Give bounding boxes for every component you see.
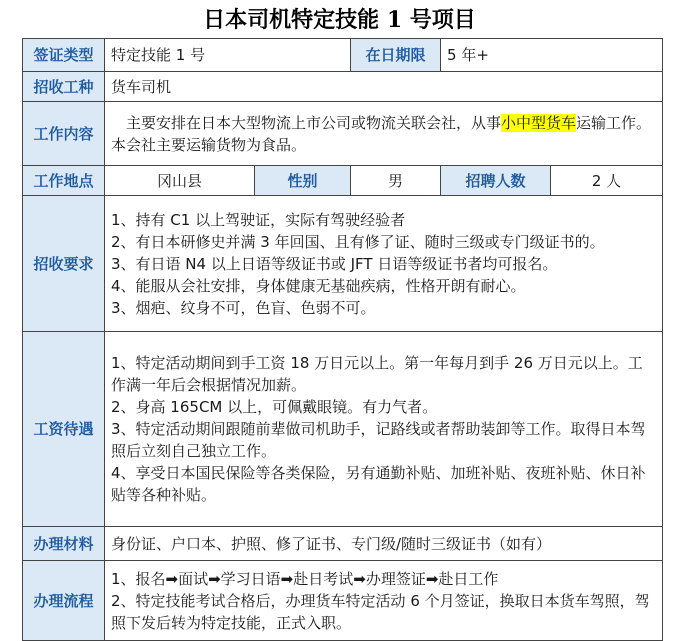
salary-label: 工资待遇 xyxy=(23,332,105,527)
requirement-item: 3、烟疤、纹身不可，色盲、色弱不可。 xyxy=(111,298,376,317)
process-item: 1、报名➡面试➡学习日语➡赴日考试➡办理签证➡赴日工作 xyxy=(111,569,499,588)
requirement-item: 1、持有 C1 以上驾驶证，实际有驾驶经验者 xyxy=(111,210,406,229)
visa-label: 签证类型 xyxy=(23,39,105,72)
process-item: 2、特定技能考试合格后，办理货车特定活动 6 个月签证，换取日本货车驾照，驾照下发后转为特定技能，正式入职。 xyxy=(111,591,650,632)
count-label: 招聘人数 xyxy=(441,166,551,196)
row-content xyxy=(23,102,663,166)
visa-value: 特定技能 1 号 xyxy=(105,39,351,72)
location-value: 冈山县 xyxy=(105,166,255,196)
process-label: 办理流程 xyxy=(23,561,105,641)
row-process xyxy=(23,561,663,641)
salary-item: 3、特定活动期间跟随前辈做司机助手，记路线或者帮助装卸等工作。取得日本驾照后立刻自己独立工作。 xyxy=(111,420,646,460)
salary-item: 1、特定活动期间到手工资 18 万日元以上。第一年每月到手 26 万日元以上。工作满一年后会根据情况加薪。 xyxy=(111,354,643,394)
gender-value: 男 xyxy=(351,166,441,196)
row-job xyxy=(23,72,663,102)
content-label: 工作内容 xyxy=(23,102,105,166)
content-text-after: 运输工作。本会社主要运输货物为食品。 xyxy=(111,113,652,154)
salary-list xyxy=(105,332,663,527)
job-table xyxy=(22,38,663,641)
content-highlight: 小中型货车 xyxy=(501,113,577,132)
period-value: 5 年+ xyxy=(441,39,663,72)
salary-item: 4、享受日本国民保险等各类保险，另有通勤补贴、加班补贴、夜班补贴、休日补贴等各种补贴。 xyxy=(111,464,646,504)
row-materials xyxy=(23,527,663,561)
salary-item: 2、身高 165CM 以上，可佩戴眼镜。有力气者。 xyxy=(111,398,438,416)
job-value: 货车司机 xyxy=(105,72,663,102)
page-title: 日本司机特定技能 1 号项目 xyxy=(203,7,476,33)
materials-value: 身份证、户口本、护照、修了证书、专门级/随时三级证书（如有） xyxy=(105,527,663,561)
requirement-item: 2、有日本研修史并满 3 年回国、且有修了证、随时三级或专门级证书的。 xyxy=(111,232,605,251)
period-label: 在日期限 xyxy=(351,39,441,72)
location-label: 工作地点 xyxy=(23,166,105,196)
requirement-item: 4、能服从会社安排，身体健康无基础疾病，性格开朗有耐心。 xyxy=(111,276,526,295)
requirements-label: 招收要求 xyxy=(23,196,105,332)
job-label: 招收工种 xyxy=(23,72,105,102)
row-location xyxy=(23,166,663,196)
requirements-list xyxy=(105,196,663,332)
row-visa xyxy=(23,39,663,72)
count-value: 2 人 xyxy=(551,166,663,196)
row-requirements xyxy=(23,196,663,332)
content-value xyxy=(105,102,663,166)
requirement-item: 3、有日语 N4 以上日语等级证书或 JFT 日语等级证书者均可报名。 xyxy=(111,254,558,273)
gender-label: 性别 xyxy=(255,166,351,196)
materials-label: 办理材料 xyxy=(23,527,105,561)
process-list xyxy=(105,561,663,641)
row-salary xyxy=(23,332,663,527)
content-text-before: 主要安排在日本大型物流上市公司或物流关联会社，从事 xyxy=(126,113,502,132)
